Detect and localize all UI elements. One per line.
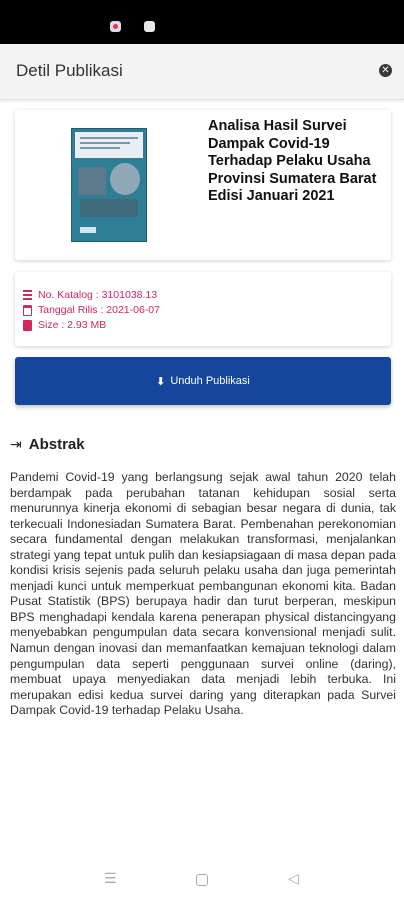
publication-cover-image bbox=[71, 128, 147, 242]
sign-in-icon: ⇥ bbox=[10, 436, 22, 452]
barcode-icon bbox=[23, 290, 32, 301]
publication-title: Analisa Hasil Survei Dampak Covid-19 Terhadap Pelaku Usaha Provinsi Sumatera Barat Edisi Januari 2021 bbox=[208, 118, 377, 204]
back-icon[interactable]: ◁ bbox=[288, 870, 299, 886]
publication-card bbox=[15, 110, 391, 260]
recents-icon[interactable]: ☰ bbox=[104, 870, 117, 886]
download-button[interactable] bbox=[15, 357, 391, 405]
close-icon[interactable]: ✕ bbox=[379, 64, 392, 77]
publication-meta-card bbox=[15, 272, 391, 346]
catalog-number: No. Katalog : 3101038.13 bbox=[23, 289, 157, 301]
system-nav-bar bbox=[0, 860, 404, 900]
file-size: Size : 2.93 MB bbox=[23, 319, 106, 331]
notification-icon bbox=[110, 21, 121, 32]
download-icon: ⬇ bbox=[156, 375, 166, 388]
page-title: Detil Publikasi bbox=[16, 61, 123, 80]
home-icon[interactable] bbox=[196, 874, 208, 886]
download-button-label: Unduh Publikasi bbox=[170, 375, 250, 387]
release-date: Tanggal Rilis : 2021-06-07 bbox=[23, 304, 160, 316]
abstract-heading: ⇥ Abstrak bbox=[10, 436, 85, 453]
file-icon bbox=[23, 320, 32, 331]
status-bar bbox=[0, 0, 404, 44]
calendar-icon bbox=[23, 305, 32, 316]
abstract-text: Pandemi Covid-19 yang berlangsung sejak awal tahun 2020 telah berdampak pada perubahan tatanan kehidupan sosial serta menurunnya kinerja ekonomi di sebagian besar negara di dunia, tak terkecuali Indonesiadan Sumatera Barat. Pembenahan perekonomian secara fundamental dengan melakukan transformasi, menjalankan strategi yang tepat untuk pulih dan kesiapsiagaan di masa depan pada kondisi krisis sejenis pada seluruh pelaku usaha dan juga pemerintah menjadi kunci untuk memperkuat pembangunan ekonomi kita. Badan Pusat Statistik (BPS) berupaya hadir dan turut berperan, meskipun BPS menghadapi kendala karena penerapan physical distancingyang menyebabkan pengumpulan data secara konvensional menjadi sulit. Namun dengan inovasi dan memanfaatkan kemajuan teknologi dalam pengumpulan data seperti penggunaan survei online (daring), membuat upaya menyediakan data menjadi lebih terbuka. Ini merupakan edisi kedua survei daring yang diterapkan pada Survei Dampak Covid-19 terhadap Pelaku Usaha. bbox=[10, 470, 396, 718]
app-bar bbox=[0, 44, 404, 100]
app-status-icon bbox=[144, 21, 155, 32]
